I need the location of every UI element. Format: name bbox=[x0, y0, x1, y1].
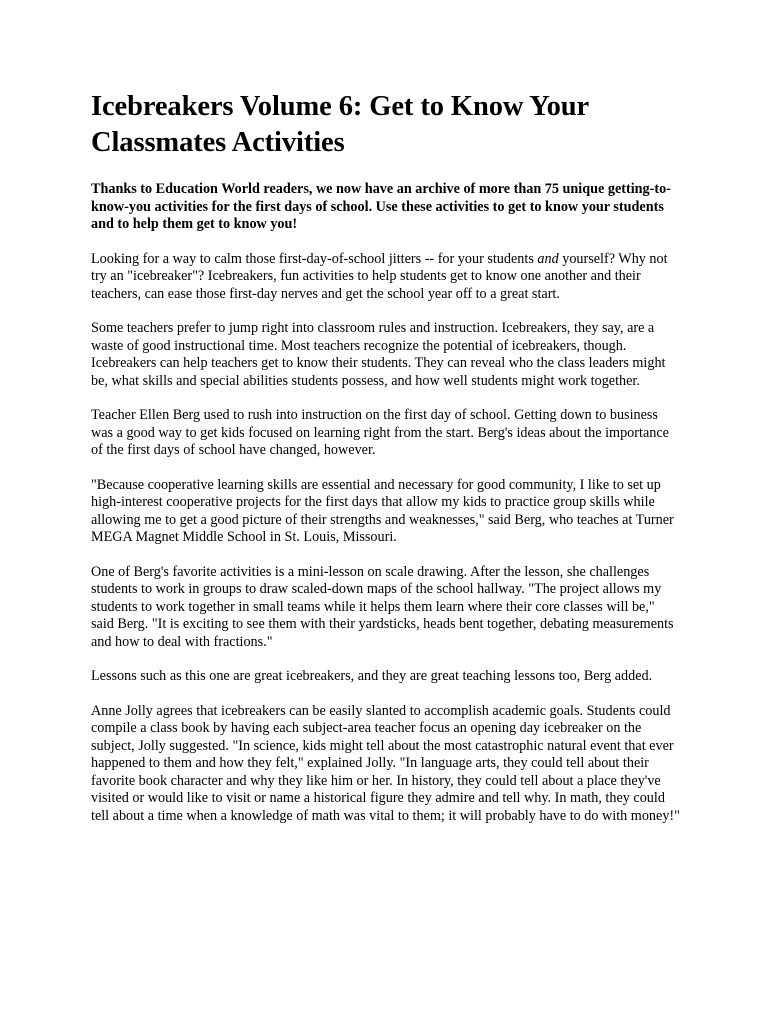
paragraph-3: Teacher Ellen Berg used to rush into instruction on the first day of school. Getting down to business was a good way to get kids focused on learning right from the start. Berg's ideas about the importance of the first days of school have changed, however. bbox=[91, 407, 669, 458]
paragraph-6: Lessons such as this one are great icebreakers, and they are great teaching lessons too, Berg added. bbox=[91, 668, 653, 684]
article bbox=[91, 89, 681, 842]
paragraph-2: Some teachers prefer to jump right into classroom rules and instruction. Icebreakers, they say, are a waste of good instructional time. Most teachers recognize the potential of icebreakers, though. Icebreakers can help teachers get to know their students. They can reveal who the class leaders might be, what skills and special abilities students possess, and how well students might work together. bbox=[91, 320, 666, 389]
paragraph-7: Anne Jolly agrees that icebreakers can be easily slanted to accomplish academic goals. Students could compile a class book by having each subject-area teacher focus an opening day icebreaker on the subject, Jolly suggested. "In science, kids might tell about the most catastrophic natural event that ever happened to them and how they felt," explained Jolly. "In language arts, they could tell about their favorite book character and why they like him or her. In history, they could tell about a place they've visited or would like to visit or name a historical figure they admire and tell why. In math, they could tell about a time when a knowledge of math was vital to them; it will probably have to do with money!" bbox=[91, 702, 680, 824]
paragraph-5: One of Berg's favorite activities is a mini-lesson on scale drawing. After the lesson, she challenges students to work in groups to draw scaled-down maps of the school hallway. "The project allows my students to work together in small teams while it helps them learn where their core classes will be," said Berg. "It is exciting to see them with their yardsticks, heads bent together, debating measurements and how to deal with fractions." bbox=[91, 563, 674, 650]
paragraph-4: "Because cooperative learning skills are essential and necessary for good community, I like to set up high-interest cooperative projects for the first days that allow my kids to practice group skills while allowing me to get a good picture of their strengths and weaknesses," said Berg, who teaches at Turner MEGA Magnet Middle School in St. Louis, Missouri. bbox=[91, 476, 674, 545]
article-title: Icebreakers Volume 6: Get to Know Your Classmates Activities bbox=[91, 91, 589, 158]
paragraph-1-text-b: yourself? Why not try an "icebreaker"? Icebreakers, fun activities to help students get to know one another and their teachers, can ease those first-day nerves and get the school year off to a great start. bbox=[91, 250, 668, 302]
paragraph-1-text-a: Looking for a way to calm those first-day-of-school jitters -- for your students bbox=[91, 250, 538, 267]
paragraph-1 bbox=[91, 251, 681, 304]
article-intro: Thanks to Education World readers, we now have an archive of more than 75 unique getting-to-know-you activities for the first days of school. Use these activities to get to know your students and to help them get to know you! bbox=[91, 181, 671, 232]
paragraph-1-emphasis: and bbox=[537, 250, 559, 267]
